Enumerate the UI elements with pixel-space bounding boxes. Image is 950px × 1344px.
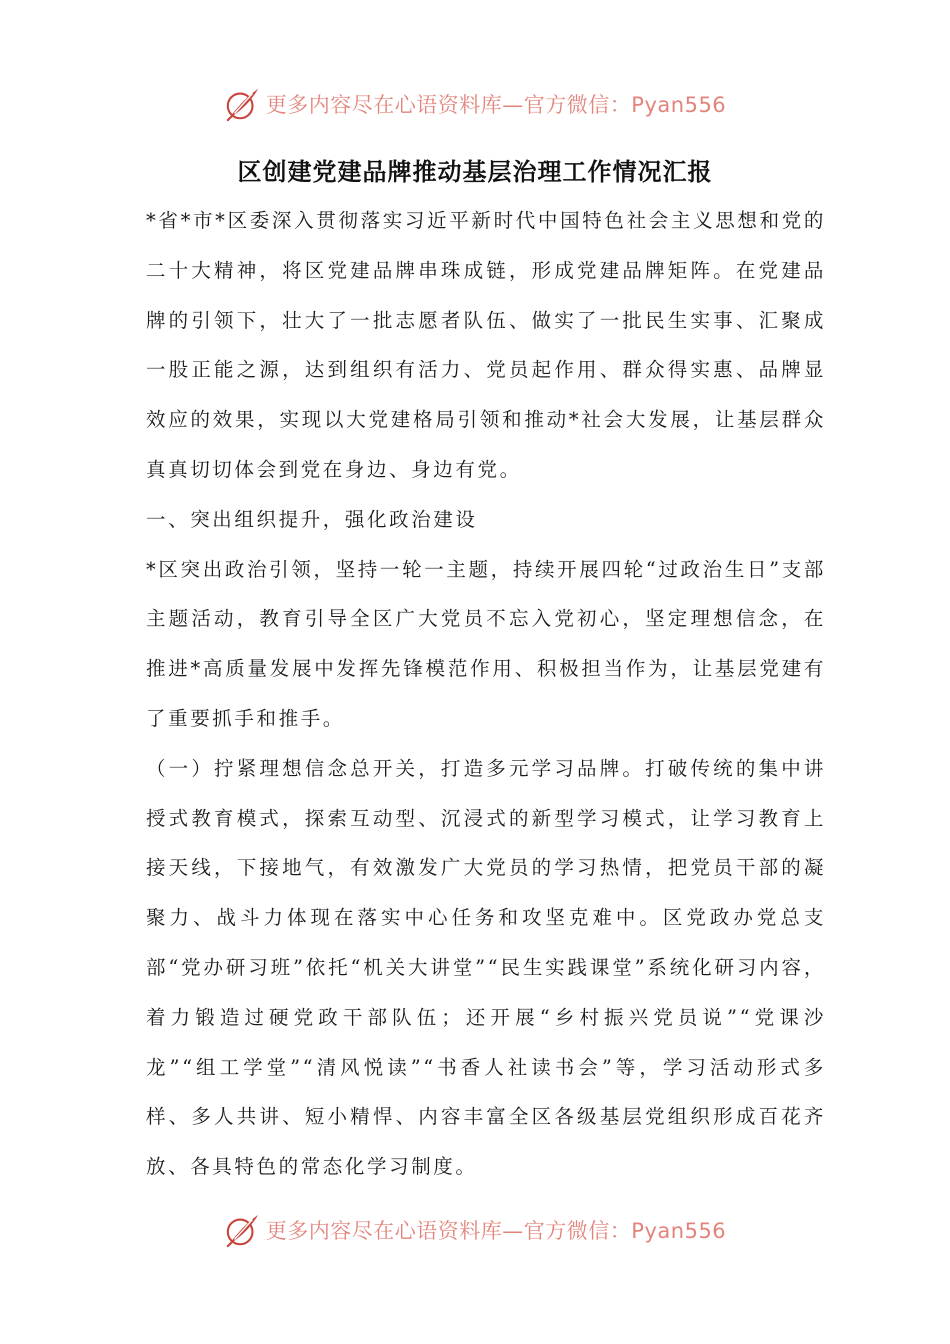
section-heading: 一、突出组织提升，强化政治建设 <box>146 507 478 531</box>
intro-paragraph: *省*市*区委深入贯彻落实习近平新时代中国特色社会主义思想和党的二十大精神，将区党建品牌串珠成链，形成党建品牌矩阵。在党建品牌的引领下，壮大了一批志愿者队伍、做实了一批民生实事、汇聚成一股正能之源，达到组织有活力、党员起作用、群众得实惠、品牌显效应的效果，实现以大党建格局引领和推动*社会大发展，让基层群众真真切切体会到党在身边、身边有党。 <box>146 209 826 481</box>
subsection-paragraph: （一）拧紧理想信念总开关，打造多元学习品牌。打破传统的集中讲授式教育模式，探索互动型、沉浸式的新型学习模式，让学习教育上接天线，下接地气，有效激发广大党员的学习热情，把党员干部的凝聚力、战斗力体现在落实中心任务和攻坚克难中。区党政办党总支部“党办研习班”依托“机关大讲堂”“民生实践课堂”系统化研习内容，着力锻造过硬党政干部队伍；还开展“乡村振兴党员说”“党课沙龙”“组工学堂”“清风悦读”“书香人社读书会”等，学习活动形式多样、多人共讲、短小精悍、内容丰富全区各级基层党组织形成百花齐放、各具特色的常态化学习制度。 <box>146 756 826 1179</box>
watermark-text: 更多内容尽在心语资料库—官方微信：Pyan556 <box>265 93 727 117</box>
watermark-text: 更多内容尽在心语资料库—官方微信：Pyan556 <box>265 1219 727 1243</box>
watermark-banner-top <box>0 82 950 126</box>
document-title: 区创建党建品牌推动基层治理工作情况汇报 <box>237 158 713 186</box>
watermark-banner-bottom <box>0 1208 950 1252</box>
quill-logo-icon <box>224 85 262 123</box>
watermark-banner-content <box>224 1211 726 1249</box>
quill-logo-icon <box>224 1211 262 1249</box>
document-body <box>146 196 826 1192</box>
watermark-banner-content <box>224 85 726 123</box>
section-paragraph: *区突出政治引领，坚持一轮一主题，持续开展四轮“过政治生日”支部主题活动，教育引导全区广大党员不忘入党初心，坚定理想信念，在推进*高质量发展中发挥先锋模范作用、积极担当作为，让基层党建有了重要抓手和推手。 <box>146 557 826 730</box>
